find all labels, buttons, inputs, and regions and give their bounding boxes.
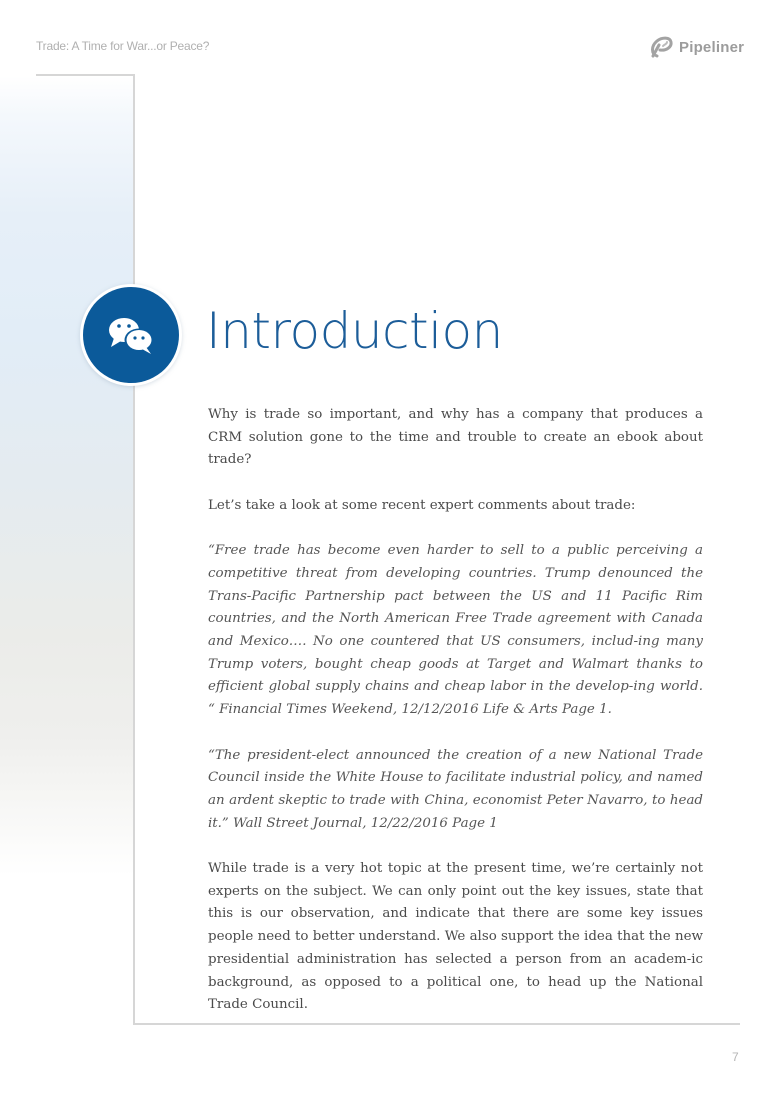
chat-bubbles-icon xyxy=(106,313,156,357)
paragraph-lead-in: Let’s take a look at some recent expert comments about trade: xyxy=(208,497,636,513)
paragraph-conclusion: While trade is a very hot topic at the present time, we’re certainly not experts on the subject. We can only point out the key issues, state that this is our observation, and indicate that there are some key issues people need to better understand. We also support the idea that the new presidential administration has selected a person from an academ-ic background, as opposed to a political one, to head up the National Trade Council. xyxy=(208,861,703,1013)
page-number: 7 xyxy=(732,1050,739,1064)
frame-left-rule xyxy=(133,74,135,1025)
pipeliner-logo xyxy=(648,36,744,58)
paragraph-intro: Why is trade so important, and why has a company that produces a CRM solution gone to the time and trouble to create an ebook about trade? xyxy=(208,407,703,468)
frame-top-rule xyxy=(36,74,134,76)
pipeliner-logo-icon xyxy=(648,36,674,58)
logo-text: Pipeliner xyxy=(679,38,745,56)
quote-wall-street-journal: “The president-elect announced the creation of a new National Trade Council inside the White House to facilitate industrial policy, and named an ardent skeptic to trade with China, economist Peter Navarro, to head it.” Wall Street Journal, 12/22/2016 Page 1 xyxy=(208,747,703,831)
section-icon-badge xyxy=(83,287,179,383)
quote-financial-times: “Free trade has become even harder to sell to a public perceiving a competitive threat from developing countries. Trump denounced the Trans-Pacific Partnership pact between the US and 11 Pacific Rim countries, and the North American Free Trade agreement with Canada and Mexico…. No one countered that US consumers, includ-ing many Trump voters, bought cheap goods at Target and Walmart thanks to efficient global supply chains and cheap labor in the develop-ing world. “ Financial Times Weekend, 12/12/2016 Life & Arts Page 1. xyxy=(208,543,703,718)
document-title: Trade: A Time for War...or Peace? xyxy=(36,39,210,53)
body-text xyxy=(208,404,703,1040)
side-gradient-panel xyxy=(0,76,134,876)
section-title: Introduction xyxy=(206,302,503,360)
